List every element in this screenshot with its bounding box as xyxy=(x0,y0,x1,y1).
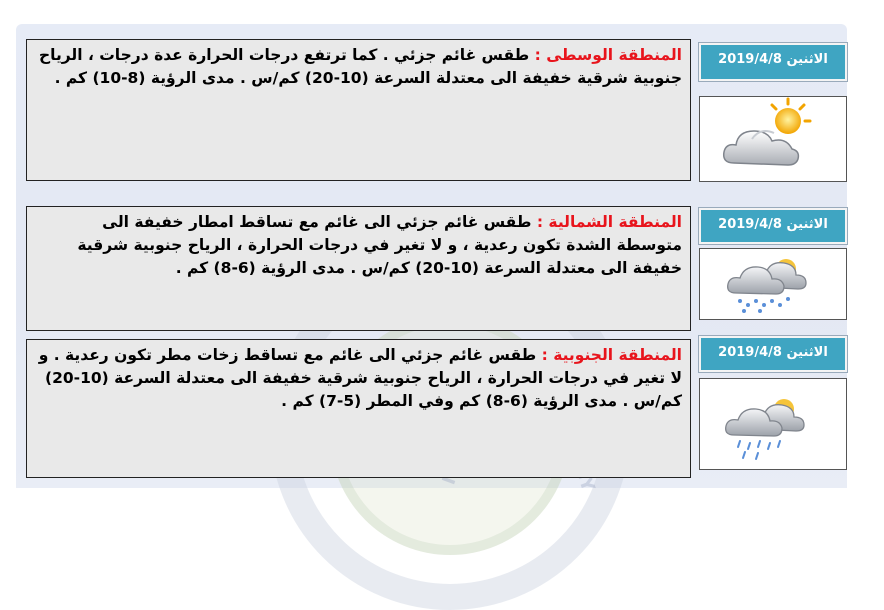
date-tag: الاثنين 2019/4/8 xyxy=(699,336,847,372)
weather-icon-box xyxy=(699,248,847,320)
region-label: المنطقة الشمالية : xyxy=(536,213,682,231)
forecast-description: طقس غائم جزئي الى غائم مع تساقط امطار خفيفة الى متوسطة الشدة تكون رعدية ، و لا تغير في درجات الحرارة ، الرياح جنوبية شرقية خفيفة الى معتدلة السرعة (10-20) كم/س . مدى الرؤية (6-8) كم . xyxy=(77,213,682,277)
forecast-text-north xyxy=(26,206,691,331)
forecast-text-south xyxy=(26,339,691,478)
date-tag: الاثنين 2019/4/8 xyxy=(699,43,847,81)
region-label: المنطقة الجنوبية : xyxy=(541,346,682,364)
weather-icon-box xyxy=(699,378,847,470)
forecast-text-central xyxy=(26,39,691,181)
region-label: المنطقة الوسطى : xyxy=(534,46,682,64)
rain-cloud-icon xyxy=(700,379,846,469)
partly-cloudy-icon xyxy=(700,97,846,181)
rain-cloud-icon xyxy=(700,249,846,319)
forecast-description: طقس غائم جزئي . كما ترتفع درجات الحرارة عدة درجات ، الرياح جنوبية شرقية خفيفة الى معتدلة السرعة (10-20) كم/س . مدى الرؤية (8-10) كم . xyxy=(38,46,682,87)
weather-icon-box xyxy=(699,96,847,182)
forecast-description: طقس غائم جزئي الى غائم مع تساقط زخات مطر تكون رعدية . و لا تغير في درجات الحرارة ، الرياح جنوبية شرقية خفيفة الى معتدلة السرعة (10-20) كم/س . مدى الرؤية (6-8) كم وفي المطر (5-7) كم . xyxy=(38,346,682,410)
date-tag: الاثنين 2019/4/8 xyxy=(699,208,847,244)
